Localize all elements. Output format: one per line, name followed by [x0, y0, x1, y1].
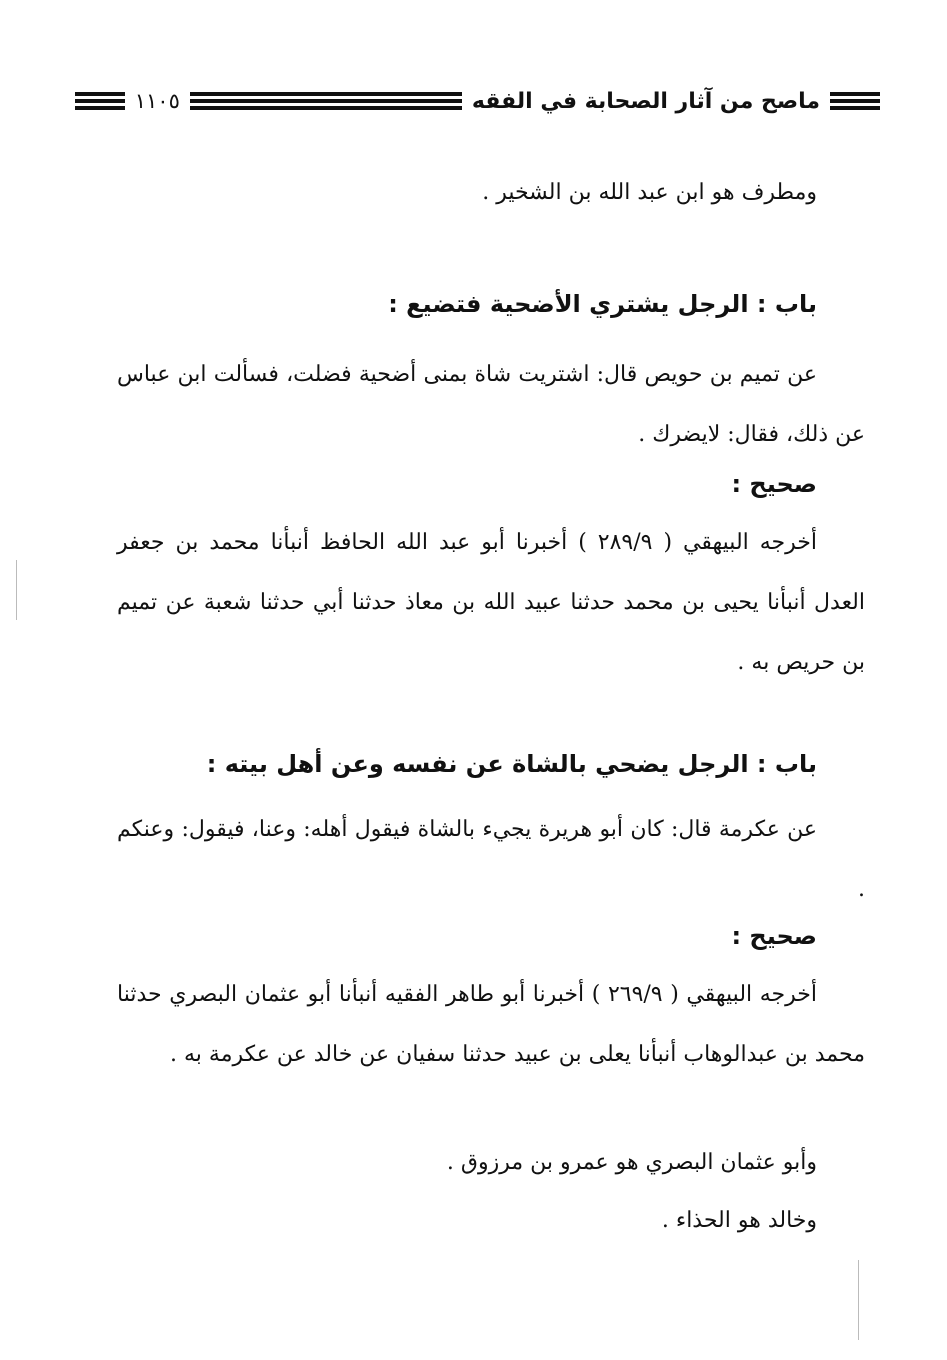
scan-edge-mark [858, 1260, 859, 1340]
header-rule-left [75, 92, 125, 110]
section-1-takhrij: أخرجه البيهقي ( ٢٨٩/٩ ) أخبرنا أبو عبد الله الحافظ أنبأنا محمد بن جعفر العدل أنبأنا يحيى بن محمد حدثنا عبيد الله بن معاذ حدثنا أبي حدثنا شعبة عن تميم بن حريص به . [117, 530, 865, 675]
scan-edge-mark [16, 560, 17, 620]
section-2-grade: صحيح : [731, 922, 817, 950]
section-2-note-1: وأبو عثمان البصري هو عمرو بن مرزوق . [446, 1150, 817, 1175]
book-title: ماصح من آثار الصحابة في الفقه [471, 88, 820, 114]
section-1-heading: باب : الرجل يشتري الأضحية فتضيع : [388, 290, 817, 318]
section-2-note-2: وخالد هو الحذاء . [661, 1208, 817, 1233]
section-1-narration: عن تميم بن حويص قال: اشتريت شاة بمنى أضحية فضلت، فسألت ابن عباس عن ذلك، فقال: لايضرك . [117, 362, 865, 447]
section-2-heading: باب : الرجل يضحي بالشاة عن نفسه وعن أهل بيته : [206, 750, 817, 778]
section-2-takhrij: أخرجه البيهقي ( ٢٦٩/٩ ) أخبرنا أبو طاهر الفقيه أنبأنا أبو عثمان البصري حدثنا محمد بن عبدالوهاب أنبأنا يعلى بن عبيد حدثنا سفيان عن خالد عن عكرمة به . [117, 982, 865, 1067]
running-header [112, 80, 880, 122]
intro-note: ومطرف هو ابن عبد الله بن الشخير . [482, 180, 817, 205]
section-2-narration: عن عكرمة قال: كان أبو هريرة يجيء بالشاة فيقول أهله: وعنا، فيقول: وعنكم . [117, 817, 865, 902]
page-number: ١١٠٥ [134, 89, 180, 113]
section-1-grade: صحيح : [731, 470, 817, 498]
header-rule-middle [190, 92, 462, 110]
header-rule-right [830, 92, 880, 110]
